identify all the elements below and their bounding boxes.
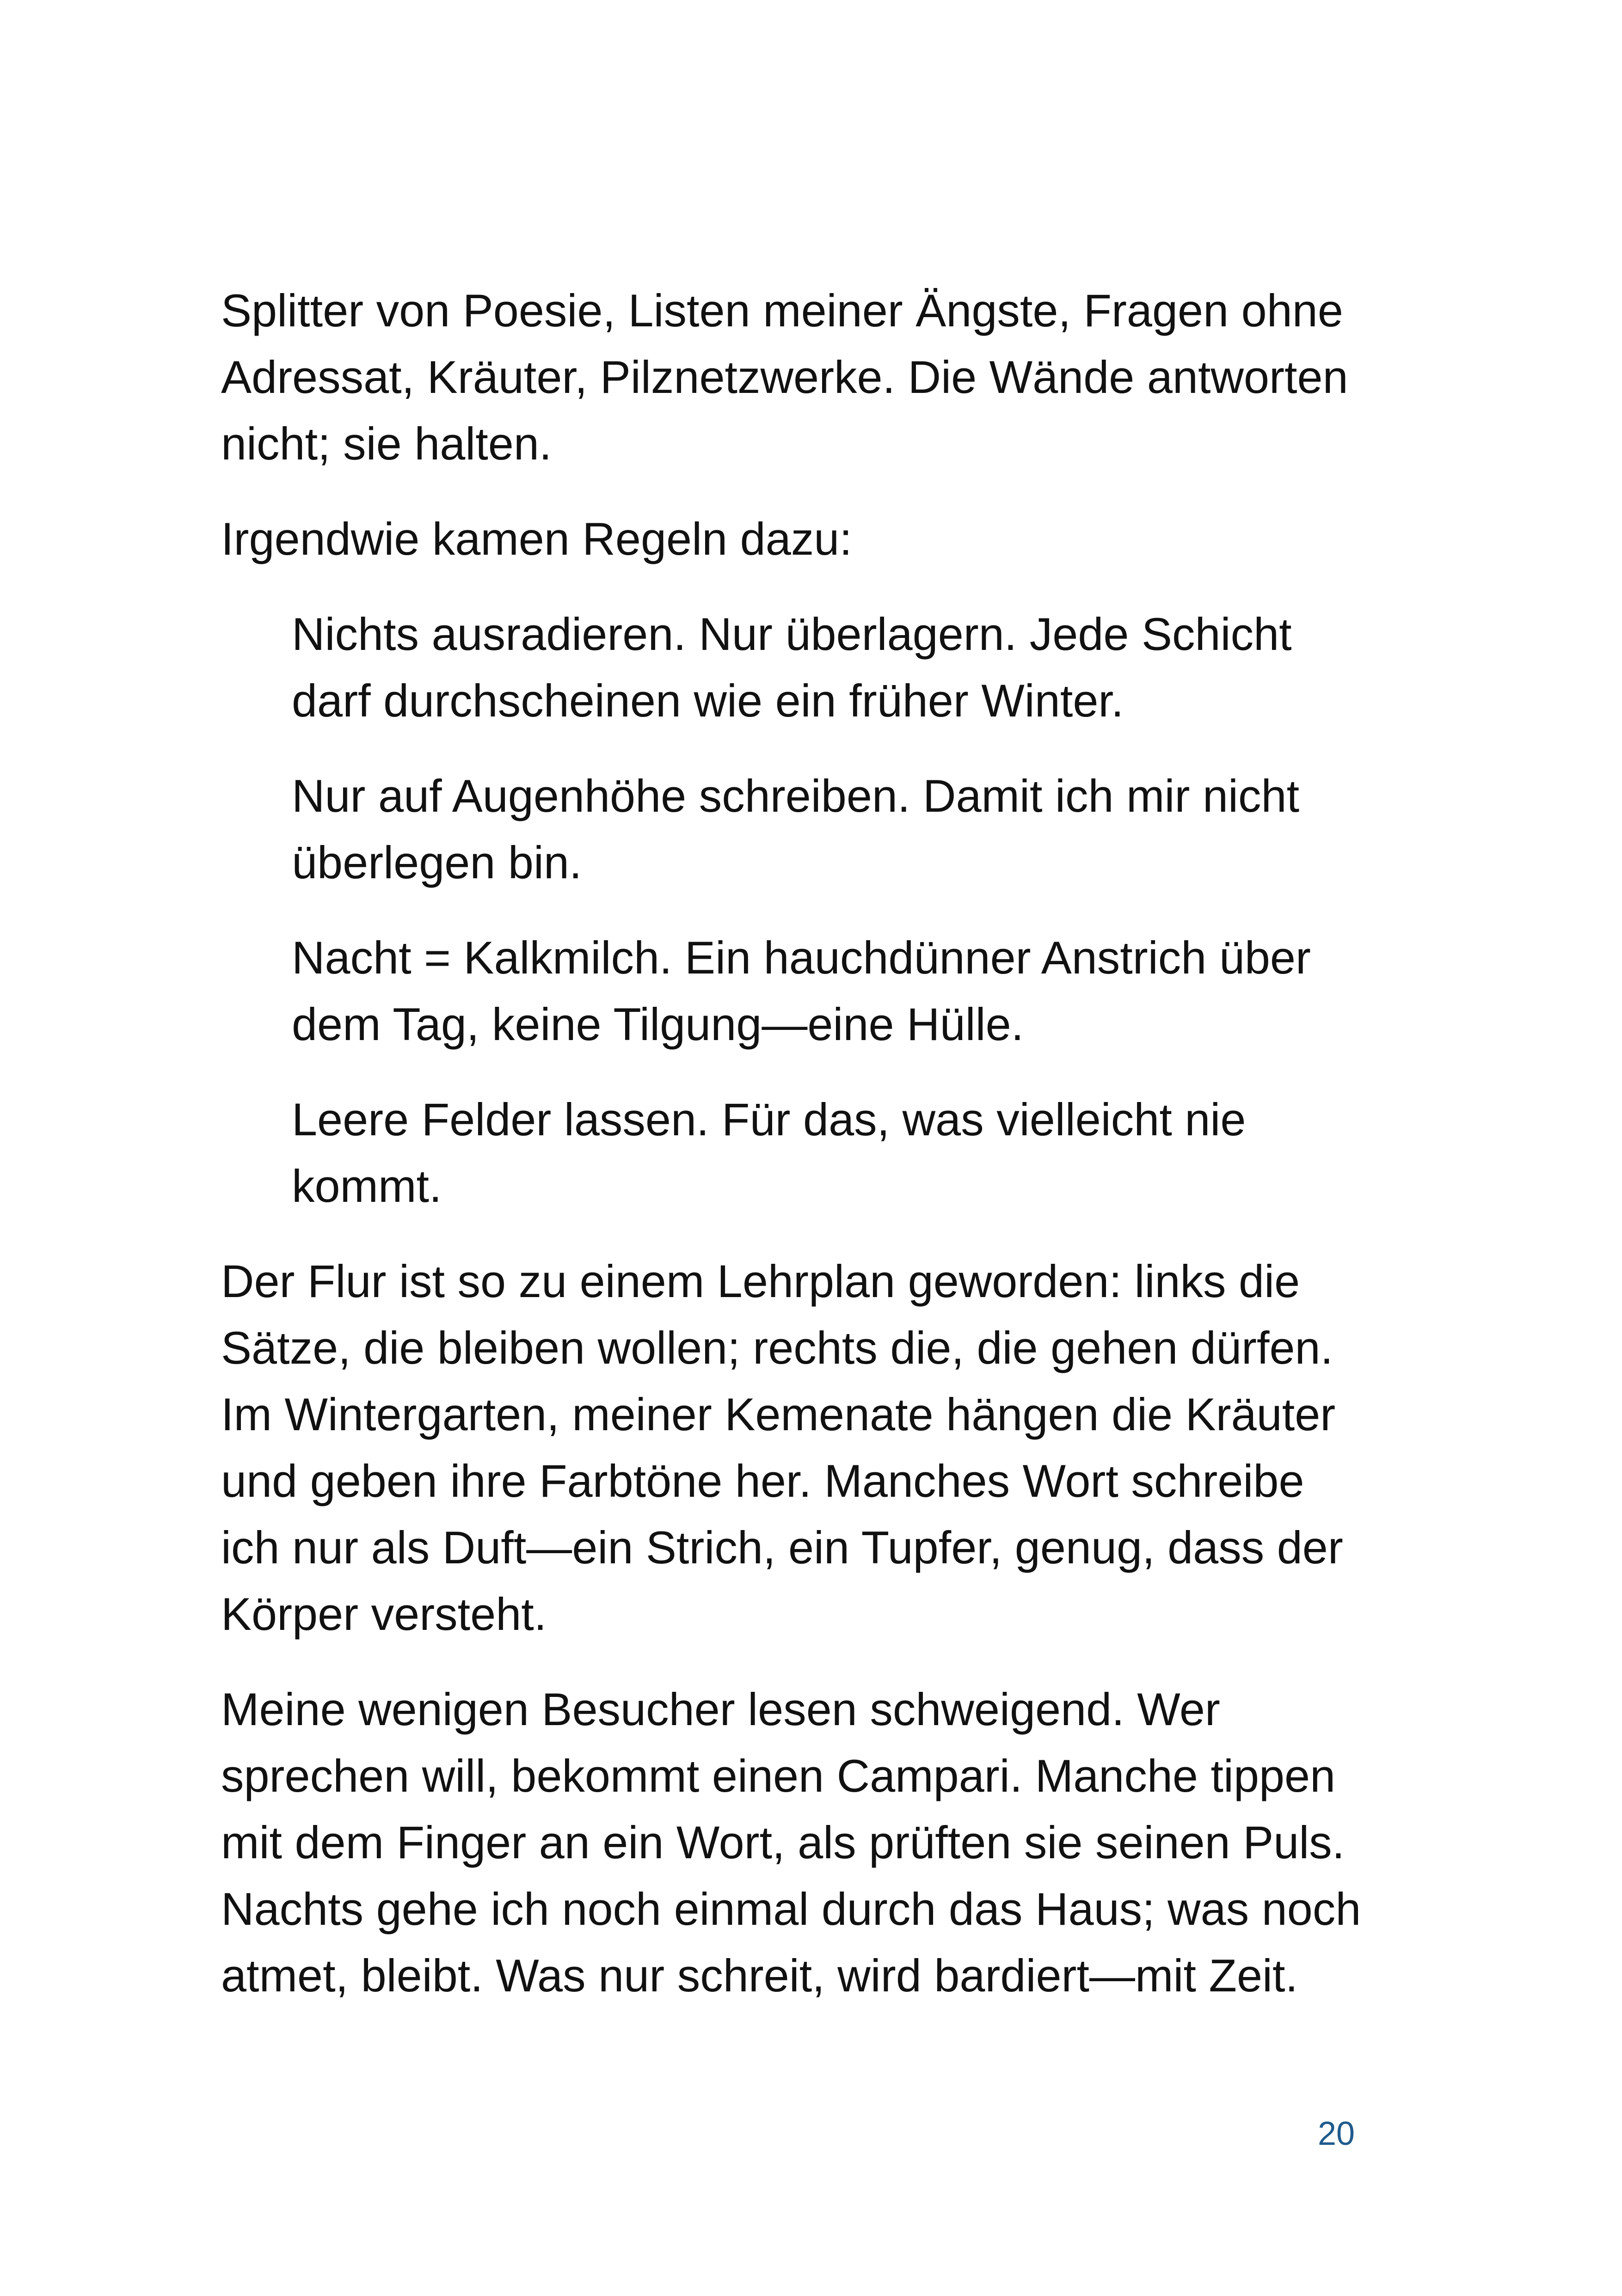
text-line: Körper versteht. <box>221 1588 547 1640</box>
text-line: überlegen bin. <box>292 837 582 888</box>
text-line: Nur auf Augenhöhe schreiben. Damit ich mir nicht <box>292 770 1300 821</box>
text-line: Meine wenigen Besucher lesen schweigend. Wer <box>221 1684 1220 1735</box>
text-line: nicht; sie halten. <box>221 418 552 469</box>
text-line: und geben ihre Farbtöne her. Manches Wort schreibe <box>221 1455 1304 1506</box>
text-line: kommt. <box>292 1160 442 1212</box>
text-line: mit dem Finger an ein Wort, als prüften sie seinen Puls. <box>221 1817 1345 1868</box>
text-line: Im Wintergarten, meiner Kemenate hängen die Kräuter <box>221 1389 1336 1440</box>
paragraph <box>221 1248 1368 1647</box>
text-line: Nichts ausradieren. Nur überlagern. Jede Schicht <box>292 608 1292 660</box>
text-line: ich nur als Duft—ein Strich, ein Tupfer, genug, dass der <box>221 1522 1343 1573</box>
text-line: Leere Felder lassen. Für das, was vielleicht nie <box>292 1094 1246 1145</box>
rule-paragraph <box>292 763 1368 896</box>
text-line: Splitter von Poesie, Listen meiner Ängste, Fragen ohne <box>221 285 1343 336</box>
text-line: Adressat, Kräuter, Pilznetzwerke. Die Wände antworten <box>221 351 1348 403</box>
rule-paragraph <box>292 1086 1368 1219</box>
page-number: 20 <box>1318 2115 1355 2152</box>
paragraph <box>221 277 1368 477</box>
text-line: darf durchscheinen wie ein früher Winter. <box>292 675 1124 726</box>
body-text <box>221 277 1368 2038</box>
rule-paragraph <box>292 925 1368 1058</box>
text-line: Der Flur ist so zu einem Lehrplan geworden: links die <box>221 1255 1300 1307</box>
text-line: Nacht = Kalkmilch. Ein hauchdünner Anstrich über <box>292 932 1311 983</box>
paragraph <box>221 1676 1368 2009</box>
text-line: Nachts gehe ich noch einmal durch das Haus; was noch <box>221 1883 1361 1935</box>
text-line: Sätze, die bleiben wollen; rechts die, die gehen dürfen. <box>221 1322 1333 1373</box>
text-line: sprechen will, bekommt einen Campari. Manche tippen <box>221 1750 1336 1801</box>
rule-paragraph <box>292 601 1368 734</box>
paragraph <box>221 506 1368 572</box>
text-line: dem Tag, keine Tilgung—eine Hülle. <box>292 998 1024 1050</box>
text-line: atmet, bleibt. Was nur schreit, wird bardiert—mit Zeit. <box>221 1950 1298 2001</box>
text-line: Irgendwie kamen Regeln dazu: <box>221 513 852 564</box>
